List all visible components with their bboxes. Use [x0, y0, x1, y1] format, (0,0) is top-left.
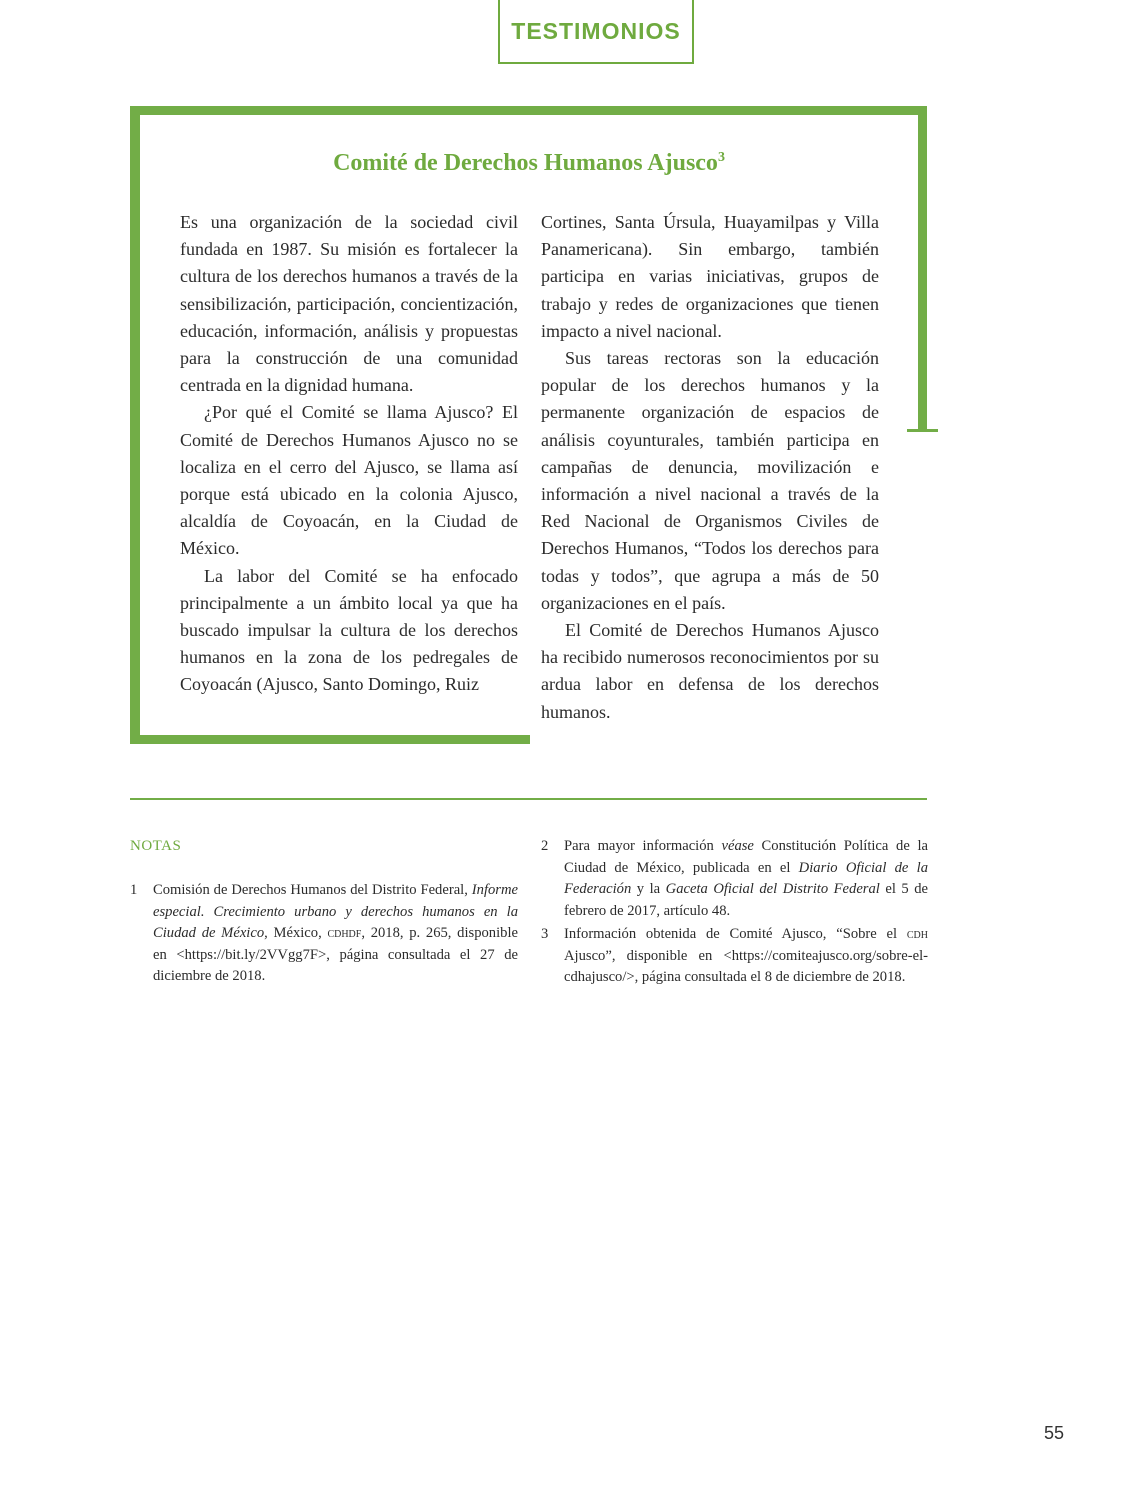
frame-left-border — [130, 106, 140, 744]
note-text-italic: véase — [721, 838, 754, 854]
notes-heading: NOTAS — [130, 838, 182, 854]
frame-top-border — [130, 106, 927, 115]
paragraph: ¿Por qué el Comité se llama Ajusco? El Comité de Derechos Humanos Ajusco no se localiza en el cerro del Ajusco, se llama así porque está ubicado en la colonia Ajusco, alcaldía de Coyoacán, en la Ciudad de México. — [180, 402, 518, 559]
note-text: Constitución Política de la Ciudad de México, publicada en el — [564, 838, 928, 876]
paragraph: Cortines, Santa Úrsula, Huayamilpas y Villa Panamericana). Sin embargo, también participa en varias iniciativas, grupos de trabajo y redes de organizaciones que tienen impacto a nivel nacional. — [541, 212, 879, 341]
section-tag: TESTIMONIOS — [498, 0, 694, 64]
frame-right-border — [918, 106, 927, 432]
notes-list-right — [541, 836, 928, 991]
note-text-smallcaps: cdhdf — [327, 925, 362, 941]
note-item — [541, 924, 928, 989]
frame-bottom-border — [130, 735, 530, 744]
paragraph: Sus tareas rectoras son la educación popular de los derechos humanos y la permanente organización de espacios de análisis coyunturales, también participa en campañas de denuncia, movilización e información a nivel nacional a través de la Red Nacional de Organismos Civiles de Derechos Humanos, “Todos los derechos para todas y todos”, que agrupa a más de 50 organizaciones en el país. — [541, 348, 879, 613]
note-item — [130, 880, 518, 988]
box-column-left — [180, 209, 518, 699]
note-text: Para mayor información — [564, 838, 722, 854]
note-number: 1 — [130, 882, 138, 898]
note-text: , 2018, p. 265, disponible en <https://bit.ly/2VVgg7F>, página consultada el 27 de diciembre de 2018. — [153, 925, 518, 984]
note-text: Información obtenida de Comité Ajusco, “Sobre el — [564, 926, 907, 942]
note-text-italic: Informe especial. Crecimiento urbano y derechos humanos en la Ciudad de México — [153, 882, 518, 941]
paragraph: El Comité de Derechos Humanos Ajusco ha recibido numerosos reconocimientos por su ardua labor en defensa de los derechos humanos. — [541, 620, 879, 722]
box-title-note-ref[interactable]: 3 — [717, 150, 725, 165]
note-text: Comisión de Derechos Humanos del Distrito Federal, — [153, 882, 472, 898]
box-title-text: Comité de Derechos Humanos Ajusco — [333, 150, 718, 176]
notes-list-left — [130, 880, 518, 990]
note-number: 3 — [541, 926, 549, 942]
note-text-italic: Diario Oficial de la Federación — [564, 859, 928, 897]
note-text: , México, — [264, 925, 328, 941]
note-text: Ajusco”, disponible en <https://comiteajusco.org/sobre-el-cdhajusco/>, página consultada el 8 de diciembre de 2018. — [564, 947, 928, 985]
note-text: y la — [631, 881, 666, 897]
notes-divider — [130, 798, 927, 800]
note-text-italic: Gaceta Oficial del Distrito Federal — [665, 881, 880, 897]
note-text: el 5 de febrero de 2017, artículo 48. — [564, 881, 928, 919]
paragraph: La labor del Comité se ha enfocado principalmente a un ámbito local ya que ha buscado impulsar la cultura de los derechos humanos en la zona de los pedregales de Coyoacán (Ajusco, Santo Domingo, Ruiz — [180, 565, 518, 695]
paragraph: Es una organización de la sociedad civil fundada en 1987. Su misión es fortalecer la cultura de los derechos humanos a través de la sensibilización, participación, concientización, educación, información, análisis y propuestas para la construcción de una comunidad centrada en la dignidad humana. — [180, 212, 518, 396]
box-title — [140, 150, 918, 177]
note-number: 2 — [541, 838, 549, 854]
note-text-smallcaps: cdh — [906, 926, 928, 942]
page-number: 55 — [1044, 1423, 1065, 1443]
box-column-right — [541, 209, 879, 726]
note-item — [541, 836, 928, 922]
frame-right-foot — [907, 429, 938, 432]
